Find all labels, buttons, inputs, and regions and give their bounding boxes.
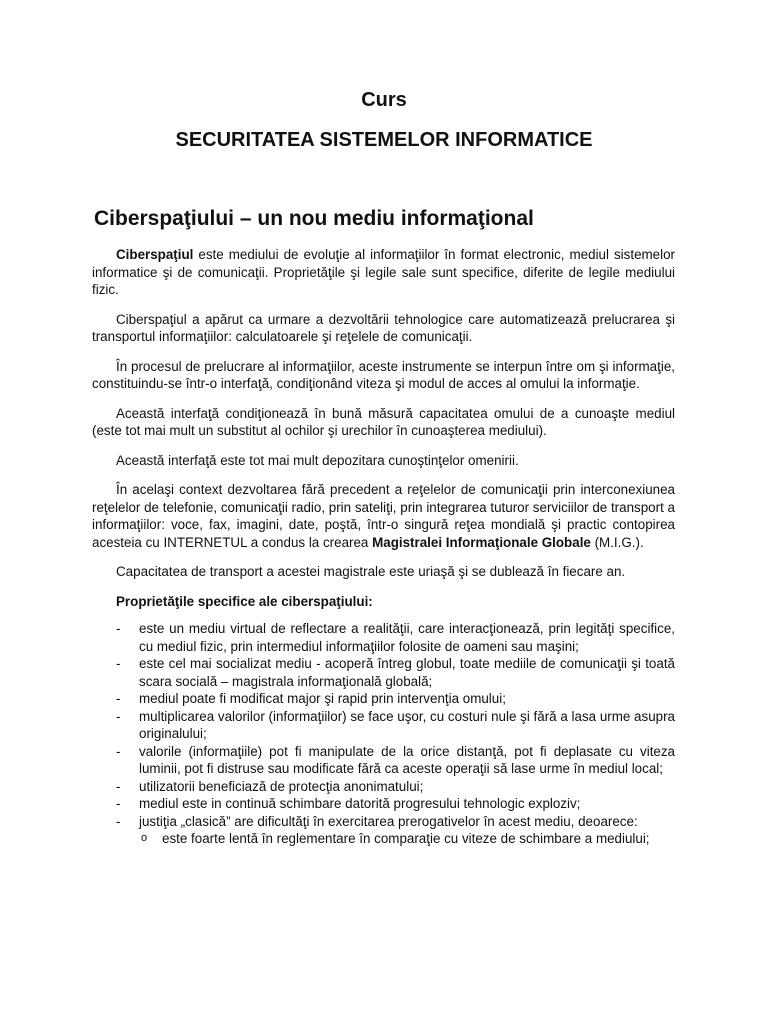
paragraph-7: Capacitatea de transport a acestei magistrale este uriaşă şi se dublează în fiecare an. — [116, 564, 626, 579]
section-heading: Ciberspaţiului – un nou mediu informaţional — [94, 207, 534, 230]
paragraph-5: Această interfaţă este tot mai mult depozitara cunoştinţelor omenirii. — [116, 452, 519, 468]
document-body — [92, 246, 675, 848]
list-item: - utilizatorii beneficiază de protecţia anonimatului; — [92, 778, 675, 796]
sub-list — [139, 830, 675, 848]
paragraph-1 — [92, 246, 675, 299]
term-magistrala: Magistralei Informaţionale Globale — [372, 534, 591, 550]
list-item-text: justiţia „clasică” are dificultăţi în exercitarea prerogativelor în acest mediu, deoarece: — [139, 813, 638, 829]
paragraph-4: Această interfaţă condiţionează în bună măsură capacitatea omului de a cunoaşte mediul (este tot mai mult un substitut al ochilor şi urechilor în cunoaşterea mediului). — [92, 405, 675, 438]
sub-list-item — [139, 830, 675, 848]
sub-list-item-text: este foarte lentă în reglementare în comparaţie cu viteze de schimbare a mediului; — [162, 831, 650, 846]
paragraph-3: În procesul de prelucrare al informaţiilor, aceste instrumente se interpun între om şi informaţie, constituindu-se într-o interfaţă, condiţionând viteza şi modul de acces al omului la informaţie. — [92, 358, 675, 391]
list-item: - valorile (informaţiile) pot fi manipulate de la orice distanţă, pot fi deplasate cu viteza luminii, pot fi distruse sau modificate fără ca aceste operaţii să lase urme în mediul local; — [92, 743, 675, 778]
list-item: - mediul poate fi modificat major şi rapid prin intervenţia omului; — [92, 690, 675, 708]
properties-heading: Proprietăţile specifice ale ciberspaţiului: — [116, 593, 373, 609]
bullet-icon: o — [141, 832, 148, 844]
course-label: Curs — [361, 89, 407, 111]
list-item: - mediul este in continuă schimbare datorită progresului tehnologic exploziv; — [92, 795, 675, 813]
list-item: - este un mediu virtual de reflectare a realităţii, care interacţionează, prin legităţi specifice, cu mediul fizic, prin intermediul informaţiilor folosite de oameni sau maşini; — [92, 620, 675, 655]
term-ciberspatiul: Ciberspaţiul — [116, 247, 194, 262]
paragraph-2: Ciberspaţiul a apărut ca urmare a dezvoltării tehnologice care automatizează prelucrarea şi transportul informaţiilor: calculatoarele şi reţelele de comunicaţii. — [92, 311, 675, 344]
paragraph-6 — [92, 481, 675, 551]
list-item-justitia — [92, 813, 675, 848]
properties-list — [92, 620, 675, 848]
course-title: SECURITATEA SISTEMELOR INFORMATICE — [175, 129, 593, 151]
paragraph-1-text: este mediului de evoluţie al informaţiilor în format electronic, mediul sistemelor informatice şi de comunicaţii. Proprietăţile şi legile sale sunt specifice, diferite de legile mediului fizic. — [92, 247, 675, 297]
paragraph-6-tail: (M.I.G.). — [590, 534, 644, 550]
paragraph-6-text: În acelaşi context dezvoltarea fără precedent a reţelelor de comunicaţii prin interconexiunea reţelelor de telefonie, comunicaţii radio, prin sateliţi, prin integrarea tuturor serviciilor de transport a informaţiilor: voce, fax, imagini, date, poştă, într-o singură reţea mondială şi practic contopirea acesteia cu INTERNETUL a condus la crearea — [92, 482, 675, 550]
list-item: - multiplicarea valorilor (informaţiilor) se face uşor, cu costuri nule şi fără a lasa urme asupra originalului; — [92, 708, 675, 743]
list-item: - este cel mai socializat mediu - acoperă întreg globul, toate mediile de comunicaţii şi toată scara socială – magistrala informaţională globală; — [92, 655, 675, 690]
